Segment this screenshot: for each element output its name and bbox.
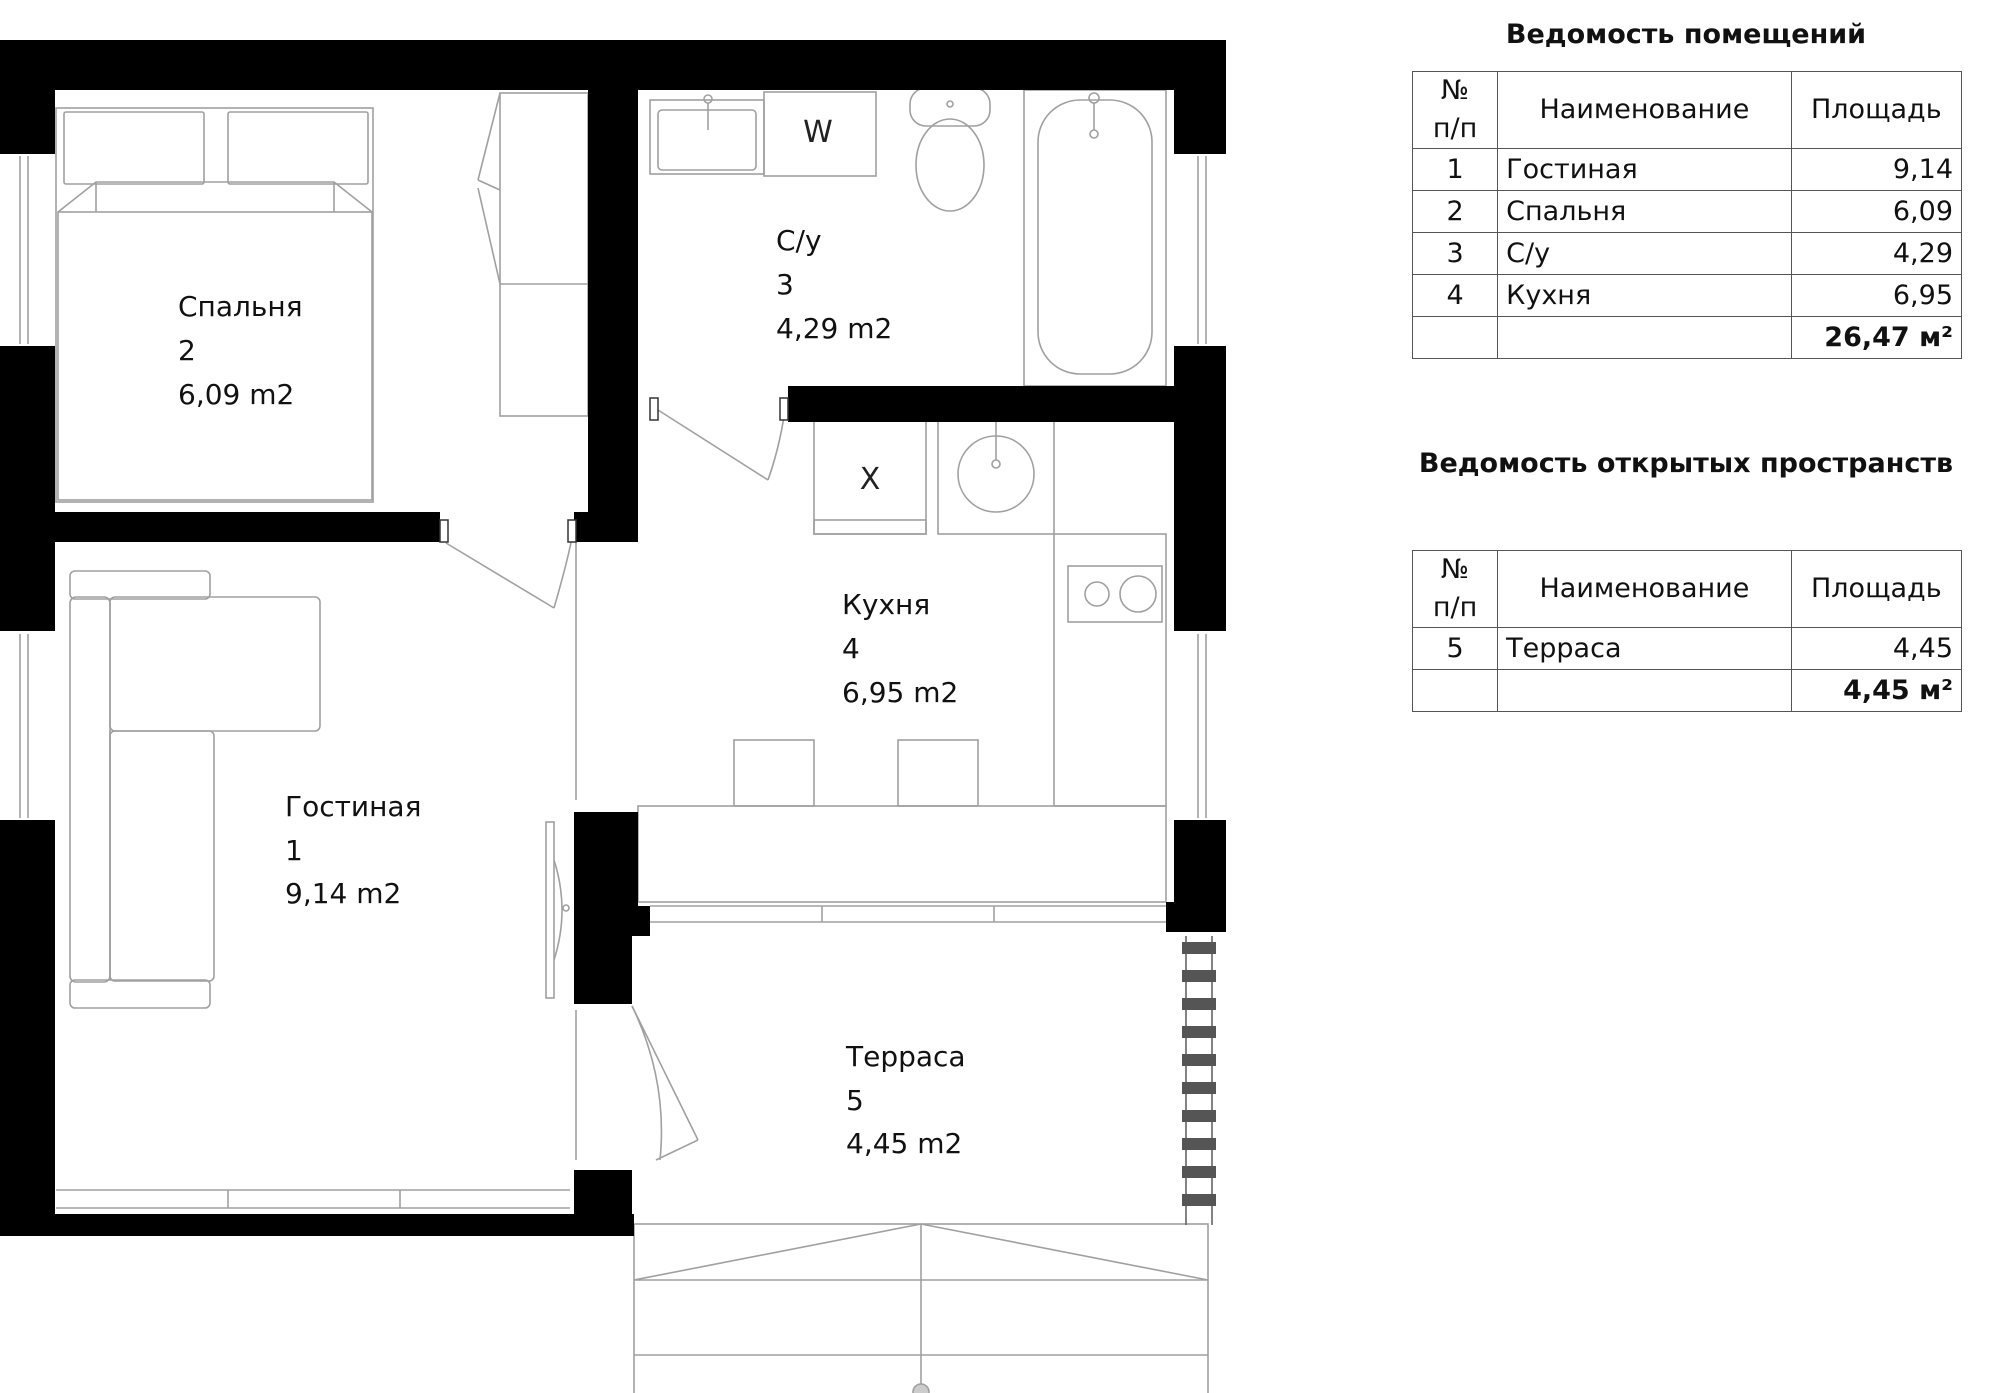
row-name: Терраса — [1498, 628, 1791, 670]
row-num: 1 — [1413, 149, 1498, 191]
table-row — [1413, 275, 1962, 317]
total-row — [1413, 670, 1962, 712]
table-header-row — [1413, 72, 1962, 149]
row-num: 5 — [1413, 628, 1498, 670]
row-area: 4,29 — [1791, 233, 1961, 275]
living-door — [446, 528, 574, 608]
header-area: Площадь — [1791, 551, 1961, 628]
room-number: 5 — [846, 1084, 864, 1117]
row-area: 6,95 — [1791, 275, 1961, 317]
table-row — [1413, 233, 1962, 275]
room-name: Терраса — [846, 1040, 966, 1073]
header-num: № п/п — [1413, 72, 1498, 149]
table-row — [1413, 191, 1962, 233]
rooms-schedule-title: Ведомость помещений — [1505, 19, 1867, 50]
bathroom-door — [658, 400, 786, 480]
room-area: 6,09 m2 — [178, 378, 295, 411]
room-name: С/у — [776, 224, 822, 257]
header-area: Площадь — [1791, 72, 1961, 149]
row-num: 3 — [1413, 233, 1498, 275]
tv — [546, 822, 569, 998]
room-name: Спальня — [178, 290, 303, 323]
room-area: 4,29 m2 — [776, 312, 893, 345]
room-label-kitchen — [842, 588, 958, 709]
room-label-living — [285, 790, 421, 910]
row-name: С/у — [1498, 233, 1791, 275]
rooms-schedule-table — [1412, 71, 1962, 359]
total-area: 26,47 м² — [1791, 317, 1961, 359]
room-number: 1 — [285, 834, 303, 867]
toilet — [910, 88, 990, 211]
row-name: Спальня — [1498, 191, 1791, 233]
row-area: 6,09 — [1791, 191, 1961, 233]
table-row — [1413, 149, 1962, 191]
railing-ties — [1182, 942, 1216, 1206]
room-area: 9,14 m2 — [285, 877, 402, 910]
stove-label: X — [859, 462, 881, 497]
row-num: 4 — [1413, 275, 1498, 317]
total-row — [1413, 317, 1962, 359]
open-spaces-schedule-title: Ведомость открытых пространств — [1418, 448, 1954, 479]
wardrobe — [478, 93, 588, 416]
dining-chairs — [638, 740, 1166, 902]
room-area: 6,95 m2 — [842, 676, 959, 709]
steps — [634, 1224, 1208, 1393]
open-spaces-schedule-table — [1412, 550, 1962, 712]
room-number: 3 — [776, 268, 794, 301]
washer-label: W — [803, 115, 833, 150]
header-num: № п/п — [1413, 551, 1498, 628]
room-name: Кухня — [842, 588, 931, 621]
header-name: Наименование — [1498, 72, 1791, 149]
row-area: 4,45 — [1791, 628, 1961, 670]
sofa — [70, 571, 320, 1008]
room-number: 2 — [178, 334, 196, 367]
bathroom-sink — [650, 95, 764, 174]
room-label-bathroom — [776, 224, 892, 345]
table-row — [1413, 628, 1962, 670]
row-num: 2 — [1413, 191, 1498, 233]
row-area: 9,14 — [1791, 149, 1961, 191]
bathtub — [1024, 90, 1166, 386]
row-name: Кухня — [1498, 275, 1791, 317]
room-area: 4,45 m2 — [846, 1127, 963, 1160]
total-area: 4,45 м² — [1791, 670, 1961, 712]
room-label-bedroom — [178, 290, 303, 411]
row-name: Гостиная — [1498, 149, 1791, 191]
room-label-terrace — [845, 1040, 966, 1160]
table-header-row — [1413, 551, 1962, 628]
terrace-door — [632, 1006, 698, 1160]
header-name: Наименование — [1498, 551, 1791, 628]
room-name: Гостиная — [285, 790, 422, 823]
walls — [0, 40, 1226, 1236]
room-number: 4 — [842, 632, 860, 665]
